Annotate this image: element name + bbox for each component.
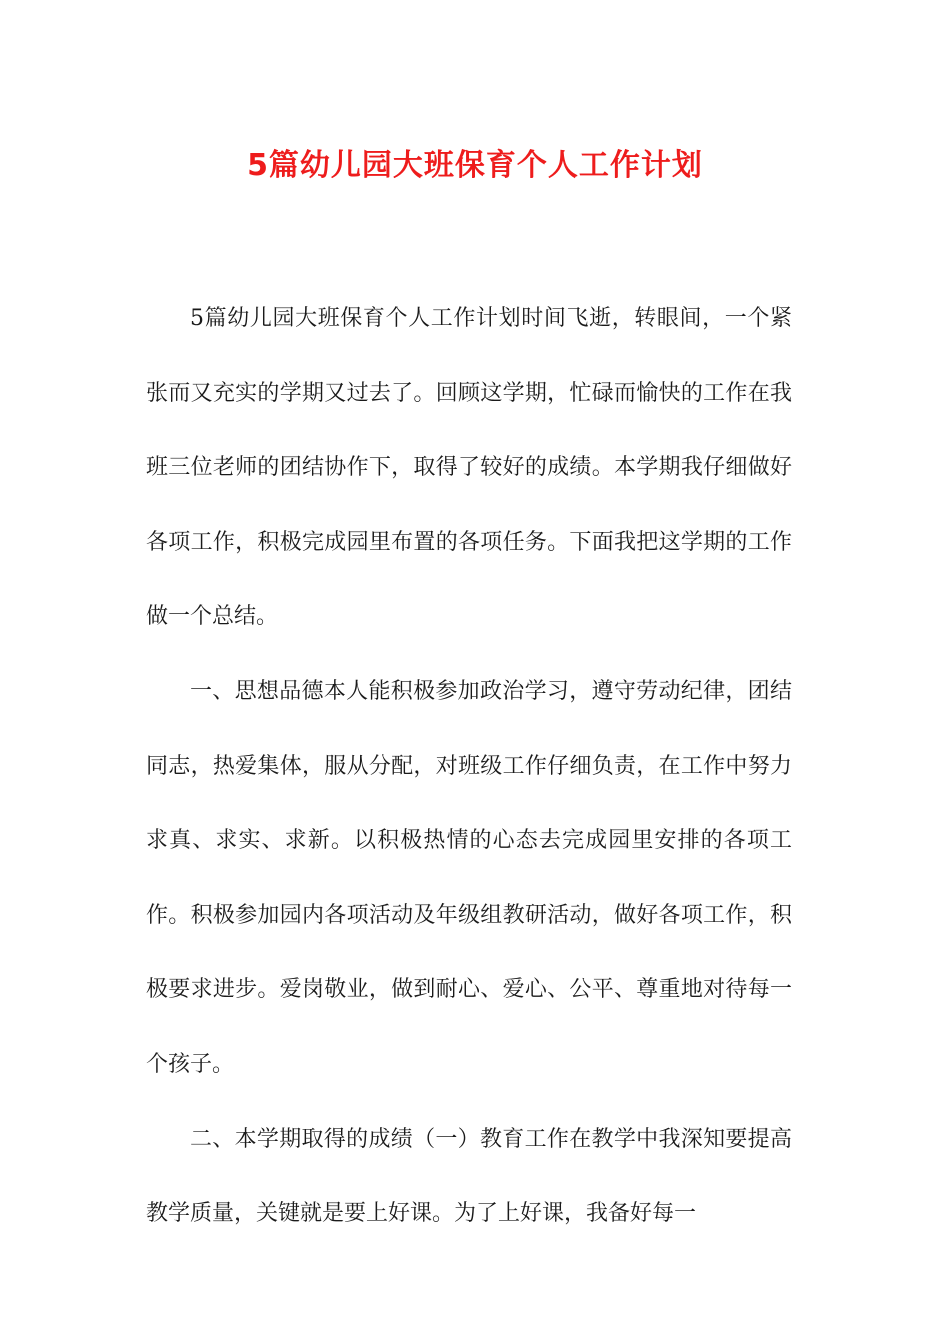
paragraph-section-one: 一、思想品德本人能积极参加政治学习，遵守劳动纪律，团结同志，热爱集体，服从分配，对班级工作仔细负责，在工作中努力求真、求实、求新。以积极热情的心态去完成园里安排的各项工作。积极参加园内各项活动及年级组教研活动，做好各项工作，积极要求进步。爱岗敬业，做到耐心、爱心、公平、尊重地对待每一个孩子。 [146,678,792,1077]
document-title: 5篇幼儿园大班保育个人工作计划 [247,148,703,183]
paragraph-intro: 5篇幼儿园大班保育个人工作计划时间飞逝，转眼间，一个紧张而又充实的学期又过去了。回顾这学期，忙碌而愉快的工作在我班三位老师的团结协作下，取得了较好的成绩。本学期我仔细做好各项工作，积极完成园里布置的各项任务。下面我把这学期的工作做一个总结。 [146,306,792,630]
paragraph-section-two: 二、本学期取得的成绩（一）教育工作在教学中我深知要提高教学质量，关键就是要上好课。为了上好课，我备好每一 [146,1126,792,1227]
document-body [146,282,792,1252]
